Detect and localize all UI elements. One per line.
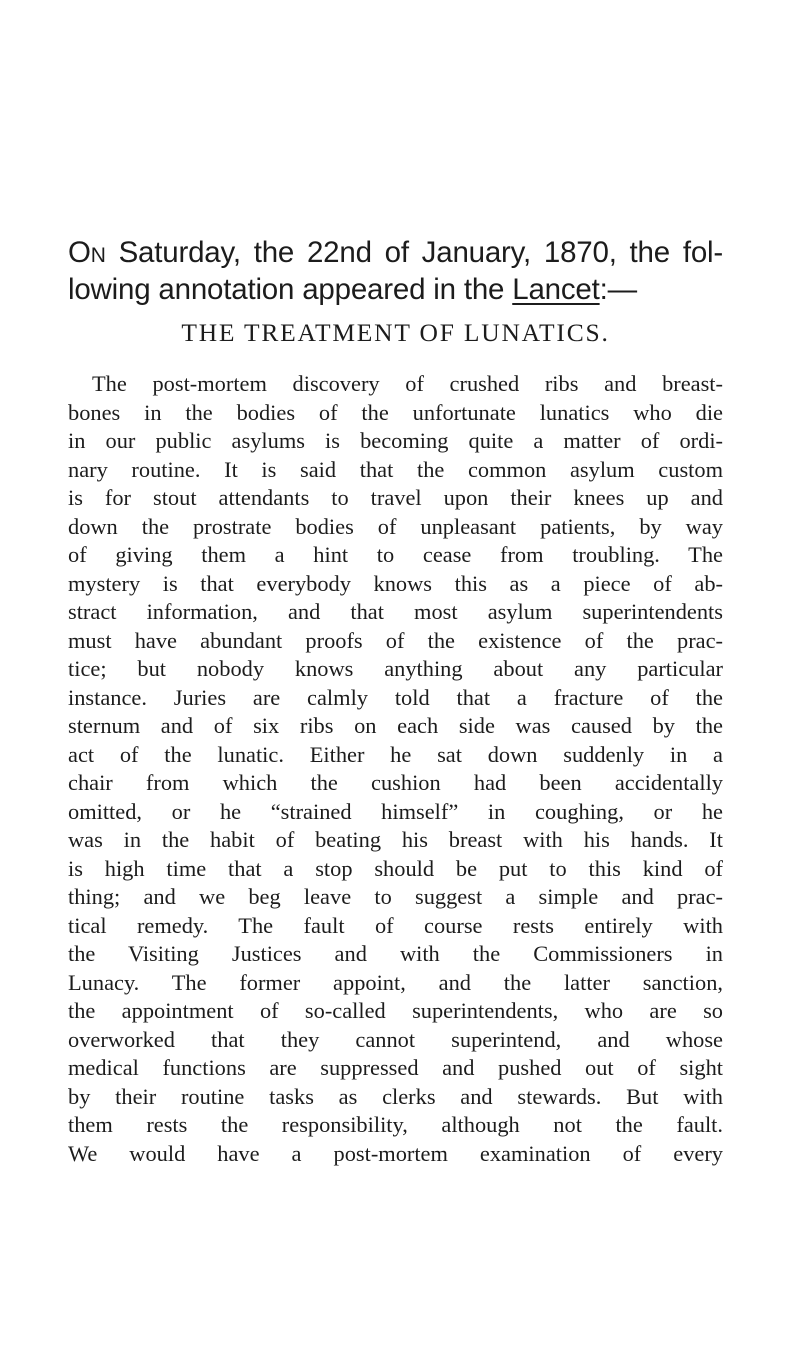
intro-line-1-text: Saturday, the 22nd of January, 1870, the fol-: [105, 236, 723, 269]
body-line: medical functions are suppressed and pushed out of sight: [68, 1055, 723, 1080]
body-line: instance. Juries are calmly told that a fracture of the: [68, 684, 723, 710]
body-line: is for stout attendants to travel upon their knees up and: [68, 485, 723, 510]
body-line: sternum and of six ribs on each side was caused by the: [68, 713, 723, 738]
body-line: bones in the bodies of the unfortunate lunatics who die: [68, 399, 723, 425]
body-line: is high time that a stop should be put to this kind of: [68, 855, 723, 881]
body-line: omitted, or he “strained himself” in coughing, or he: [68, 798, 723, 824]
body-line: We would have a post-mortem examination of every: [68, 1140, 723, 1166]
intro-line-1: [68, 234, 723, 271]
body-line: in our public asylums is becoming quite a matter of ordi-: [68, 428, 723, 453]
body-line: chair from which the cushion had been accidentally: [68, 770, 723, 795]
body-line: The post-mortem discovery of crushed ribs and breast-: [92, 371, 723, 396]
body-line: down the prostrate bodies of unpleasant patients, by way: [68, 513, 723, 539]
body-line: act of the lunatic. Either he sat down suddenly in a: [68, 741, 723, 767]
body-line: the appointment of so-called superintendents, who are so: [68, 998, 723, 1023]
intro-line-2-prefix: lowing annotation appeared in the: [68, 273, 513, 306]
body-line: tical remedy. The fault of course rests entirely with: [68, 912, 723, 938]
body-line: mystery is that everybody knows this as a piece of ab-: [68, 570, 723, 596]
body-line: Lunacy. The former appoint, and the latter sanction,: [68, 969, 723, 995]
body-line: tice; but nobody knows anything about any particular: [68, 656, 723, 681]
body-line: thing; and we beg leave to suggest a simple and prac-: [68, 884, 723, 909]
body-line: must have abundant proofs of the existence of the prac-: [68, 627, 723, 653]
intro-line-2-suffix: :—: [599, 273, 637, 306]
body-line: of giving them a hint to cease from troubling. The: [68, 542, 723, 567]
article-body: [68, 370, 723, 1168]
intro-paragraph: [68, 234, 723, 308]
body-line: the Visiting Justices and with the Commissioners in: [68, 941, 723, 966]
intro-line-2: [68, 271, 723, 308]
body-line: them rests the responsibility, although not the fault.: [68, 1112, 723, 1137]
journal-title: Lancet: [512, 273, 600, 306]
body-line: stract information, and that most asylum superintendents: [68, 599, 723, 624]
article-heading: THE TREATMENT OF LUNATICS.: [181, 318, 610, 347]
lead-word: On: [68, 236, 106, 269]
body-line: by their routine tasks as clerks and stewards. But with: [68, 1083, 723, 1109]
body-line: overworked that they cannot superintend, and whose: [68, 1026, 723, 1052]
body-line: nary routine. It is said that the common asylum custom: [68, 456, 723, 482]
body-line: was in the habit of beating his breast with his hands. It: [68, 827, 723, 852]
